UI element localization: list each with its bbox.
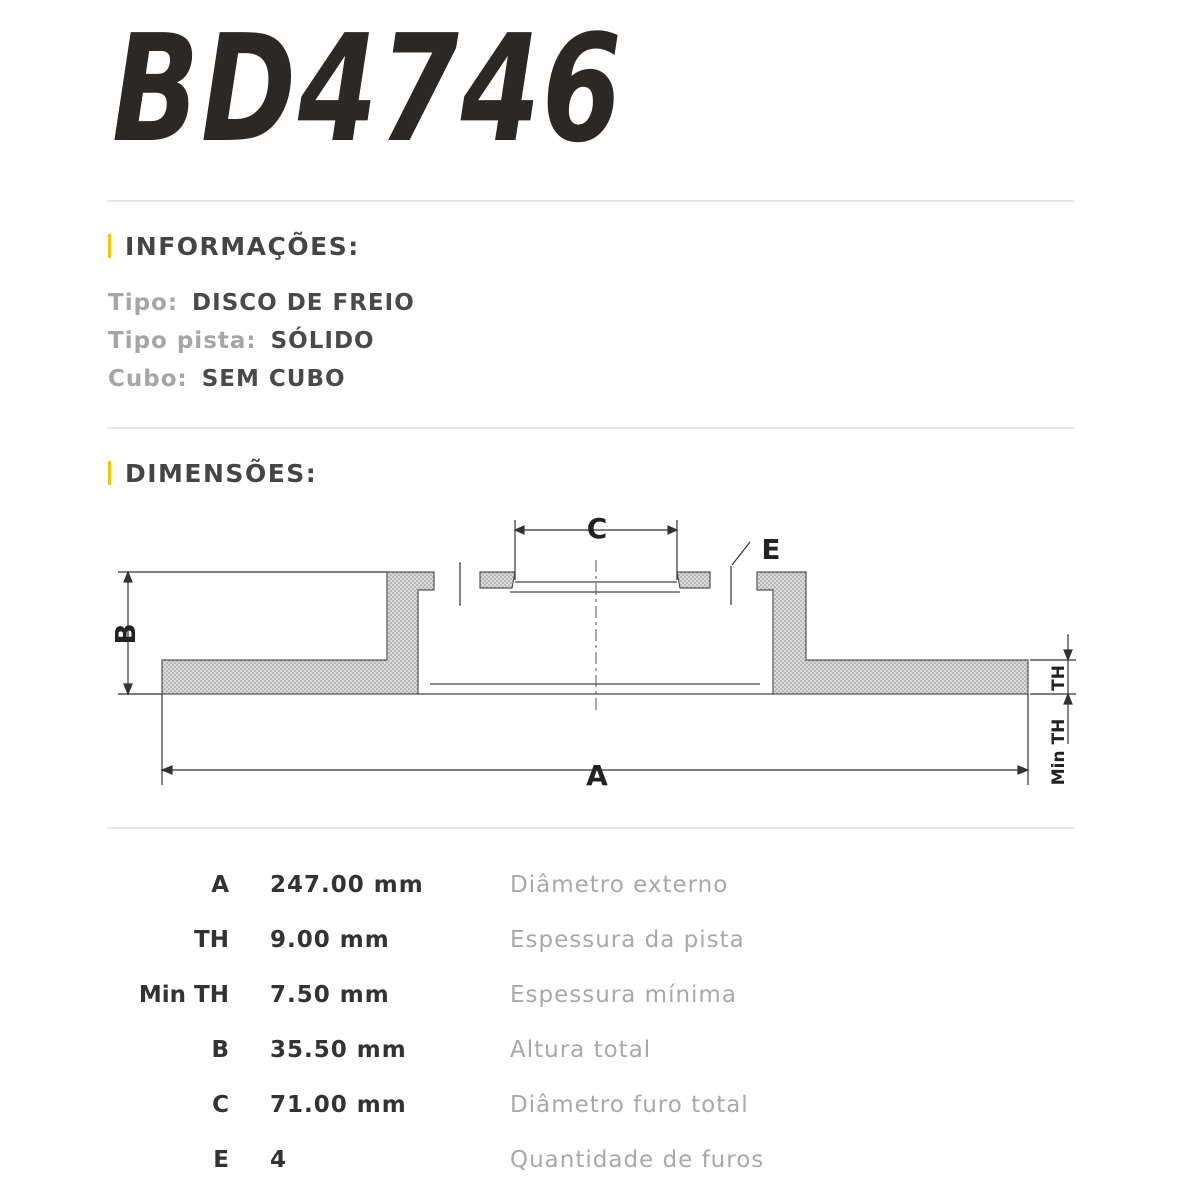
section-title-dimensoes: [108, 459, 317, 489]
dimension-key: Min TH: [138, 982, 229, 1008]
product-code: BD4746: [112, 3, 624, 175]
divider: [107, 200, 1074, 202]
dimension-row-c: [0, 1085, 1200, 1125]
info-label: Tipo:: [108, 290, 179, 316]
dimension-lines: [118, 520, 1076, 785]
dimension-description: Altura total: [510, 1037, 652, 1063]
accent-bar: [108, 234, 111, 258]
dimension-description: Espessura da pista: [510, 927, 745, 953]
dimension-key: C: [212, 1092, 229, 1118]
dimension-key: B: [211, 1037, 229, 1063]
info-label: Tipo pista:: [108, 328, 257, 354]
dim-label-e: E: [761, 533, 781, 566]
info-row-tipo-pista: [108, 327, 375, 355]
dimension-row-e: [0, 1140, 1200, 1180]
dim-label-c: C: [586, 512, 608, 545]
dimension-key: E: [213, 1147, 229, 1173]
info-label: Cubo:: [108, 366, 188, 392]
section-title-label: INFORMAÇÕES:: [125, 232, 360, 261]
dimension-value: 9.00 mm: [270, 927, 390, 953]
dimension-description: Diâmetro externo: [510, 872, 729, 898]
disc-cross-section: [162, 572, 1028, 694]
dimension-value: 7.50 mm: [270, 982, 390, 1008]
info-value: SEM CUBO: [201, 366, 346, 392]
dimension-value: 35.50 mm: [270, 1037, 407, 1063]
divider: [107, 427, 1074, 429]
dimension-value: 4: [270, 1147, 288, 1173]
info-row-tipo: [108, 289, 415, 317]
info-row-cubo: [108, 365, 346, 393]
dim-label-b: B: [109, 623, 142, 645]
dimension-row-a: [0, 865, 1200, 905]
dimension-row-th: [0, 920, 1200, 960]
dim-label-min-th: Min TH: [1049, 718, 1069, 786]
dimension-value: 247.00 mm: [270, 872, 424, 898]
dimension-row-min-th: [0, 975, 1200, 1015]
divider: [107, 827, 1074, 829]
dimension-description: Espessura mínima: [510, 982, 737, 1008]
dimension-description: Quantidade de furos: [510, 1147, 765, 1173]
accent-bar: [108, 461, 111, 485]
section-title-label: DIMENSÕES:: [125, 459, 318, 488]
dim-label-a: A: [586, 759, 608, 792]
info-value: DISCO DE FREIO: [192, 290, 415, 316]
dimension-key: A: [211, 872, 229, 898]
section-title-informacoes: [108, 232, 360, 262]
dimension-description: Diâmetro furo total: [510, 1092, 749, 1118]
dimension-key: TH: [194, 927, 229, 953]
dimension-value: 71.00 mm: [270, 1092, 407, 1118]
dim-label-th: TH: [1049, 665, 1069, 691]
dimension-row-b: [0, 1030, 1200, 1070]
info-value: SÓLIDO: [270, 328, 375, 354]
brake-disc-diagram: [0, 500, 1200, 810]
